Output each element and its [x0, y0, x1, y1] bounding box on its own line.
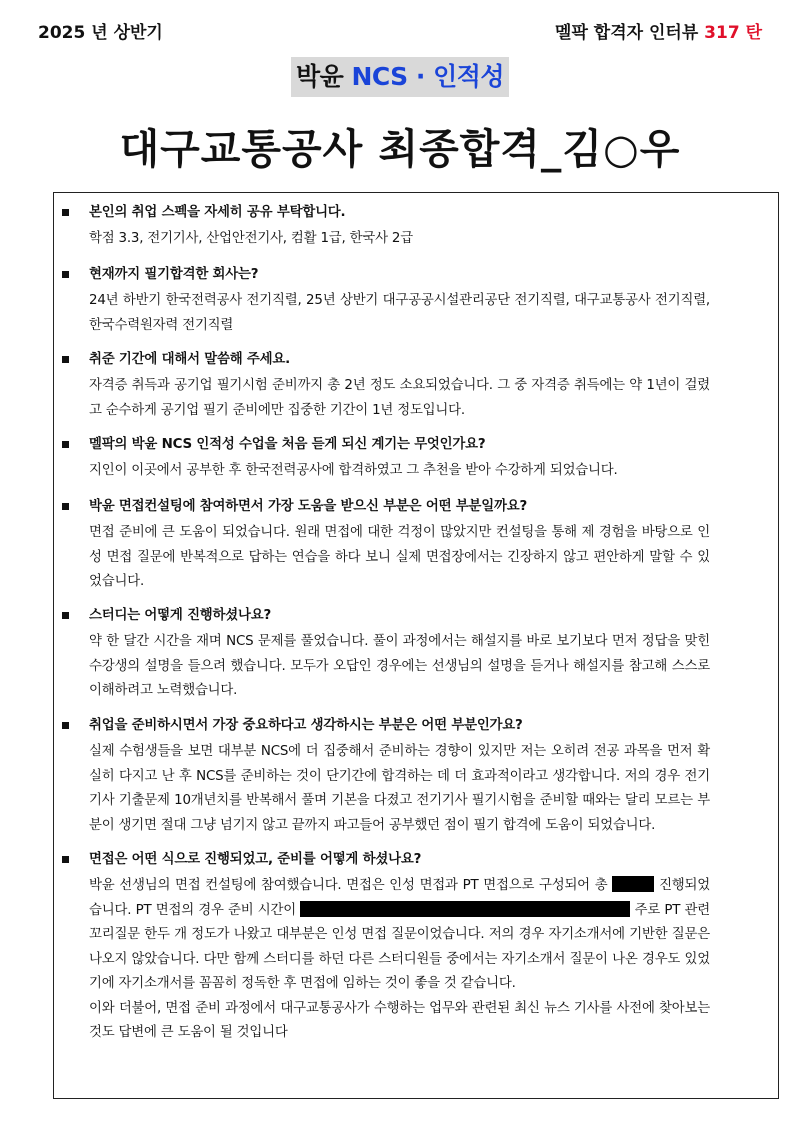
header-series	[555, 18, 762, 43]
question-text: 현재까지 필기합격한 회사는?	[89, 267, 259, 282]
question-text: 취업을 준비하시면서 가장 중요하다고 생각하시는 부분은 어떤 부분인가요?	[89, 718, 523, 733]
question-3	[62, 350, 710, 370]
question-2	[62, 265, 710, 285]
qa-item-3	[62, 350, 710, 423]
tag-instructor: 박윤	[295, 62, 352, 91]
bullet-square-icon	[62, 612, 69, 619]
qa-item-1	[62, 203, 710, 252]
answer-3: 자격증 취득과 공기업 필기시험 준비까지 총 2년 정도 소요되었습니다. 그 중 자격증 취득에는 약 1년이 걸렸고 순수하게 공기업 필기 준비에만 집중한 기간이 1년 정도입니다.	[89, 378, 710, 418]
question-text: 박윤 면접컨설팅에 참여하면서 가장 도움을 받으신 부분은 어떤 부분일까요?	[89, 499, 528, 514]
redaction-block	[300, 901, 630, 917]
qa-item-7	[62, 716, 710, 838]
question-6	[62, 606, 710, 626]
bullet-square-icon	[62, 209, 69, 216]
question-text: 스터디는 어떻게 진행하셨나요?	[89, 608, 272, 623]
qa-item-6	[62, 606, 710, 704]
answer-8-paragraph-1	[89, 874, 710, 997]
header-year-half: 2025 년 상반기	[38, 23, 163, 43]
answer-7: 실제 수험생들을 보면 대부분 NCS에 더 집중해서 준비하는 경향이 있지만 저는 오히려 전공 과목을 먼저 확실히 다지고 난 후 NCS를 준비하는 것이 단기간에 합격하는 데 더 효과적이라고 생각합니다. 저의 경우 전기기사 기출문제 10개년치를 반복해서 풀며 기본을 다졌고 전기기사 필기시험을 준비할 때와는 달리 모르는 부분이 생기면 절대 그냥 넘기지 않고 끝까지 파고들어 공부했던 점이 필기 합격에 도움이 되었습니다.	[89, 744, 710, 833]
answer-1: 학점 3.3, 전기기사, 산업안전기사, 컴활 1급, 한국사 2급	[89, 231, 413, 246]
question-text: 취준 기간에 대해서 말씀해 주세요.	[89, 352, 291, 367]
bullet-square-icon	[62, 722, 69, 729]
bullet-square-icon	[62, 503, 69, 510]
qa-item-2	[62, 265, 710, 338]
qa-item-4	[62, 435, 710, 484]
instructor-course-tag	[291, 57, 509, 97]
answer-8-paragraph-2: 이와 더불어, 면접 준비 과정에서 대구교통공사가 수행하는 업무와 관련된 최신 뉴스 기사를 사전에 찾아보는 것도 답변에 큰 도움이 될 것입니다	[89, 1000, 710, 1040]
question-text: 면접은 어떤 식으로 진행되었고, 준비를 어떻게 하셨나요?	[89, 852, 422, 867]
bullet-square-icon	[62, 356, 69, 363]
question-5	[62, 497, 710, 517]
header-episode-number: 317 탄	[704, 23, 762, 43]
bullet-square-icon	[62, 856, 69, 863]
tag-course: NCS · 인적성	[351, 62, 505, 91]
answer-8-text-part-3: 주로 PT 관련 꼬리질문 한두 개 정도가 나왔고 대부분은 인성 면접 질문이었습니다. 저의 경우 자기소개서에 기반한 질문은 나오지 않았습니다. 다만 함께 스터디를 하던 다른 스터디원들 중에서는 자기소개서 질문이 나온 경우도 있었기에 자기소개서를 꼼꼼히 정독한 후 면접에 임하는 것이 좋을 것 같습니다.	[89, 902, 711, 991]
answer-4: 지인이 이곳에서 공부한 후 한국전력공사에 합격하였고 그 추천을 받아 수강하게 되었습니다.	[89, 463, 618, 478]
bullet-square-icon	[62, 441, 69, 448]
answer-2: 24년 하반기 한국전력공사 전기직렬, 25년 상반기 대구공공시설관리공단 전기직렬, 대구교통공사 전기직렬, 한국수력원자력 전기직렬	[89, 293, 710, 333]
answer-8-text-part-2: 진행되었습니다. PT 면접의 경우 준비 시간이	[89, 878, 711, 918]
answer-6: 약 한 달간 시간을 재며 NCS 문제를 풀었습니다. 풀이 과정에서는 해설지를 바로 보기보다 먼저 정답을 맞힌 수강생의 설명을 들으려 했습니다. 모두가 오답인 경우에는 선생님의 설명을 듣거나 해설지를 참고해 스스로 이해하려고 노력했습니다.	[89, 634, 710, 698]
question-text: 멜팍의 박윤 NCS 인적성 수업을 처음 듣게 되신 계기는 무엇인가요?	[89, 437, 486, 452]
header-series-label: 멜팍 합격자 인터뷰	[555, 23, 705, 43]
question-4	[62, 435, 710, 455]
answer-5: 면접 준비에 큰 도움이 되었습니다. 원래 면접에 대한 걱정이 많았지만 컨설팅을 통해 제 경험을 바탕으로 인성 면접 질문에 반복적으로 답하는 연습을 하다 보니 실제 면접장에서는 긴장하지 않고 편안하게 말할 수 있었습니다.	[89, 525, 710, 589]
bullet-square-icon	[62, 271, 69, 278]
qa-item-8	[62, 850, 710, 1046]
answer-8-text-part-1: 박윤 선생님의 면접 컨설팅에 참여했습니다. 면접은 인성 면접과 PT 면접으로 구성되어 총	[89, 878, 613, 893]
question-7	[62, 716, 710, 736]
question-8	[62, 850, 710, 870]
page-title: 대구교통공사 최종합격_김○우	[119, 125, 681, 173]
redaction-block	[612, 876, 654, 892]
question-text: 본인의 취업 스펙을 자세히 공유 부탁합니다.	[89, 205, 346, 220]
qa-item-5	[62, 497, 710, 595]
question-1	[62, 203, 710, 223]
answer-8	[62, 874, 710, 1046]
